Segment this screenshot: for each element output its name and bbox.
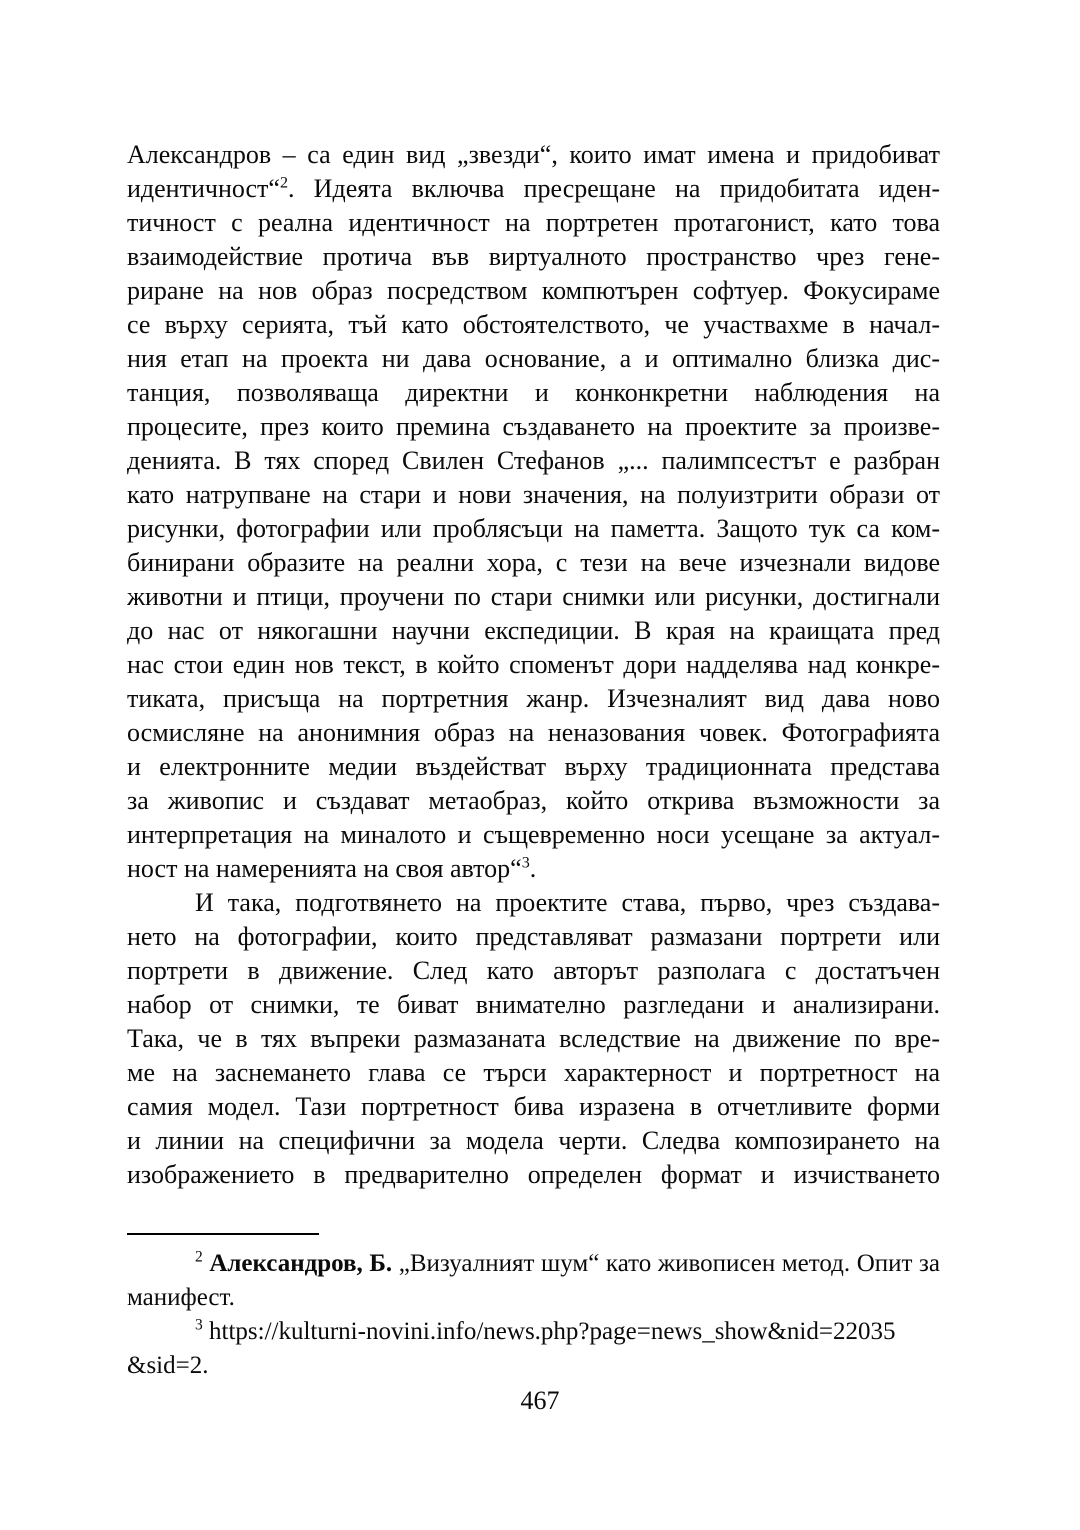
text-line: до нас от някогашни научни експедиции. В края на краищата пред [127, 616, 940, 645]
text-line: рисунки, фотографии или проблясъци на паметта. Защото тук са ком- [127, 514, 940, 543]
text-line: нето на фотографии, които представляват размазани портрети или [127, 922, 940, 951]
text-line: $^3$ https://kulturni-novini.info/news.php?page=news_show&nid=22035 [195, 1316, 896, 1345]
text-line: танция, позволяваща директни и конконкретни наблюдения на [127, 378, 940, 407]
text-line: ност на намеренията на своя автор“$^3$. [127, 854, 537, 883]
text-line: и електронните медии въздействат върху традиционната представа [127, 752, 940, 781]
footnote-separator [127, 1233, 319, 1235]
footnote-3 [127, 1315, 940, 1383]
paragraph-2 [127, 886, 940, 1192]
text-line: интерпретация на миналото и същевременно носи усещане за актуал- [127, 820, 940, 849]
text-line: осмисляне на анонимния образ на неназования човек. Фотографията [127, 718, 940, 747]
text-line: И така, подготвянето на проектите става, първо, чрез създава- [195, 888, 940, 917]
text-line: денията. В тях според Свилен Стефанов „... палимпсестът е разбран [127, 446, 940, 475]
text-line: портрети в движение. След като авторът разполага с достатъчен [127, 956, 940, 985]
text-line: &sid=2. [127, 1352, 209, 1379]
text-line: идентичност“$^2$. Идеята включва пресрещане на придобитата иден- [127, 174, 940, 203]
text-line: риране на нов образ посредством компютърен софтуер. Фокусираме [127, 276, 940, 305]
text-line: бинирани образите на реални хора, с тези на вече изчезнали видове [127, 548, 940, 577]
text-line: процесите, през които премина създаването на проектите за произве- [127, 412, 940, 441]
text-line: се върху серията, тъй като обстоятелството, че участвахме в начал- [127, 310, 940, 339]
text-line: изображението в предварително определен формат и изчистването [127, 1160, 940, 1189]
text-line: нас стои един нов текст, в който споменът дори надделява над конкре- [127, 650, 940, 679]
footnote-2 [127, 1247, 940, 1315]
text-line: ме на заснемането глава се търси характерност и портретност на [127, 1058, 940, 1087]
text-line: ния етап на проекта ни дава основание, а и оптимално близка дис- [127, 344, 940, 373]
text-line: взаимодействие протича във виртуалното пространство чрез гене- [127, 242, 940, 271]
text-line: и линии на специфични за модела черти. Следва композирането на [127, 1126, 940, 1155]
text-line: като натрупване на стари и нови значения, на полуизтрити образи от [127, 480, 940, 509]
paragraph-1 [127, 138, 940, 886]
text-line: самия модел. Тази портретност бива изразена в отчетливите форми [127, 1092, 940, 1121]
text-line: манифест. [127, 1284, 235, 1311]
text-line: животни и птици, проучени по стари снимки или рисунки, достигнали [127, 582, 940, 611]
text-line: Така, че в тях въпреки размазаната вследствие на движение по вре- [127, 1024, 940, 1053]
text-line: тичност с реална идентичност на портретен протагонист, като това [127, 208, 940, 237]
body-text [127, 138, 940, 1192]
text-line: Александров – са един вид „звезди“, които имат имена и придобиват [127, 140, 940, 169]
text-line: тиката, присъща на портретния жанр. Изчезналият вид дава ново [127, 684, 940, 713]
text-line: набор от снимки, те биват внимателно разгледани и анализирани. [127, 990, 940, 1019]
text-line: за живопис и създават метаобраз, който открива възможности за [127, 786, 940, 815]
footnotes [127, 1247, 940, 1383]
text-line: $^2$ Александров, Б. „Визуалният шум“ като живописен метод. Опит за [195, 1248, 940, 1277]
page-number: 467 [520, 1386, 560, 1415]
